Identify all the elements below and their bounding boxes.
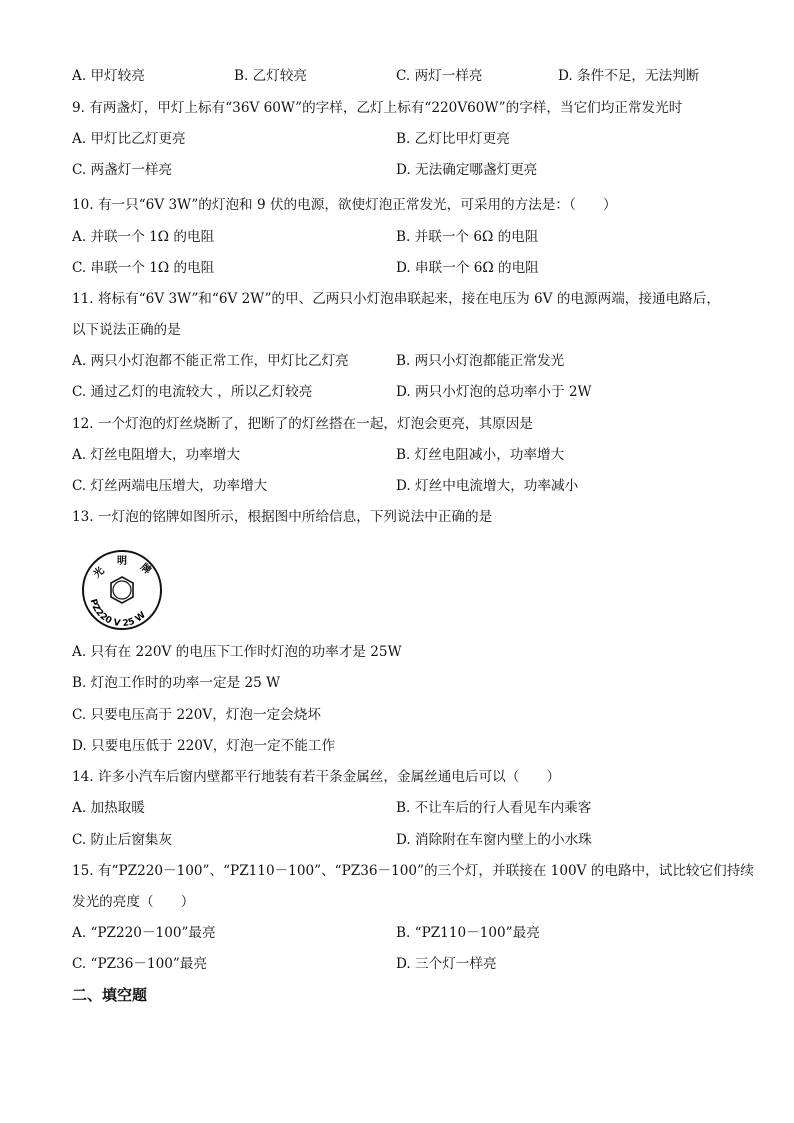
q9-option-d: D. 无法确定哪盏灯更亮: [396, 162, 538, 178]
q15-option-a: A. “PZ220－100”最亮: [72, 925, 216, 941]
q13-option-a: A. 只有在 220V 的电压下工作时灯泡的功率才是 25W: [72, 644, 402, 660]
q11-option-c: C. 通过乙灯的电流较大 ，所以乙灯较亮: [72, 384, 313, 400]
q14-option-b: B. 不让车后的行人看见车内乘客: [396, 800, 592, 816]
q8-option-d: D. 条件不足，无法判断: [558, 68, 700, 84]
q14-option-c: C. 防止后窗集灰: [72, 832, 173, 848]
nameplate-rating-text: PZ220 V 25 W: [87, 597, 148, 630]
q8-option-c: C. 两灯一样亮: [396, 68, 483, 84]
q10-stem: 10. 有一只“6V 3W”的灯泡和 9 伏的电源，欲使灯泡正常发光，可采用的方法是：（ ）: [72, 197, 617, 213]
nameplate-char-guang: 光: [91, 565, 107, 581]
q12-stem: 12. 一个灯泡的灯丝烧断了，把断了的灯丝搭在一起，灯泡会更亮，其原因是: [72, 416, 533, 432]
q11-option-a: A. 两只小灯泡都不能正常工作，甲灯比乙灯亮: [72, 353, 349, 369]
q13-option-b: B. 灯泡工作时的功率一定是 25 W: [72, 675, 281, 691]
q10-option-c: C. 串联一个 1Ω 的电阻: [72, 260, 215, 276]
q15-stem-line1: 15. 有“PZ220－100”、“PZ110－100”、“PZ36－100”的三个灯，并联接在 100V 的电路中，试比较它们持续: [72, 863, 754, 879]
q10-option-d: D. 串联一个 6Ω 的电阻: [396, 260, 539, 276]
q9-option-c: C. 两盏灯一样亮: [72, 162, 173, 178]
q9-stem: 9. 有两盏灯，甲灯上标有“36V 60W”的字样，乙灯上标有“220V60W”的字样，当它们均正常发光时: [72, 100, 683, 116]
q8-option-b: B. 乙灯较亮: [234, 68, 308, 84]
q12-option-a: A. 灯丝电阻增大，功率增大: [72, 447, 240, 463]
q14-stem: 14. 许多小汽车后窗内壁都平行地装有若干条金属丝，金属丝通电后可以（ ）: [72, 769, 561, 785]
q12-option-c: C. 灯丝两端电压增大，功率增大: [72, 478, 268, 494]
q12-option-b: B. 灯丝电阻减小，功率增大: [396, 447, 565, 463]
q11-option-b: B. 两只小灯泡都能正常发光: [396, 353, 565, 369]
q13-stem: 13. 一灯泡的铭牌如图所示，根据图中所给信息，下列说法中正确的是: [72, 509, 493, 525]
q11-stem-line1: 11. 将标有“6V 3W”和“6V 2W”的甲、乙两只小灯泡串联起来，接在电压为 6V 的电源两端，接通电路后，: [72, 291, 720, 307]
q14-option-a: A. 加热取暖: [72, 800, 145, 816]
q15-option-c: C. “PZ36－100”最亮: [72, 956, 208, 972]
q15-option-b: B. “PZ110－100”最亮: [396, 925, 540, 941]
q10-option-b: B. 并联一个 6Ω 的电阻: [396, 229, 539, 245]
q13-option-d: D. 只要电压低于 220V，灯泡一定不能工作: [72, 738, 336, 754]
q15-option-d: D. 三个灯一样亮: [396, 956, 497, 972]
section-heading-fill-in-blank: 二、填空题: [72, 986, 148, 1004]
nameplate-char-pai: 牌: [138, 561, 153, 577]
q11-stem-line2: 以下说法正确的是: [72, 322, 181, 338]
q11-option-d: D. 两只小灯泡的总功率小于 2W: [396, 384, 592, 400]
nameplate-char-ming: 明: [117, 556, 127, 567]
q9-option-a: A. 甲灯比乙灯更亮: [72, 131, 186, 147]
q15-stem-line2: 发光的亮度（ ）: [72, 894, 195, 910]
q12-option-d: D. 灯丝中电流增大，功率减小: [396, 478, 579, 494]
q10-option-a: A. 并联一个 1Ω 的电阻: [72, 229, 215, 245]
q14-option-d: D. 消除附在车窗内壁上的小水珠: [396, 832, 592, 848]
q8-option-a: A. 甲灯较亮: [72, 68, 145, 84]
bulb-nameplate-figure: [80, 548, 164, 632]
nameplate-center-circle: [113, 581, 131, 599]
q9-option-b: B. 乙灯比甲灯更亮: [396, 131, 510, 147]
q13-option-c: C. 只要电压高于 220V，灯泡一定会烧坏: [72, 707, 321, 723]
